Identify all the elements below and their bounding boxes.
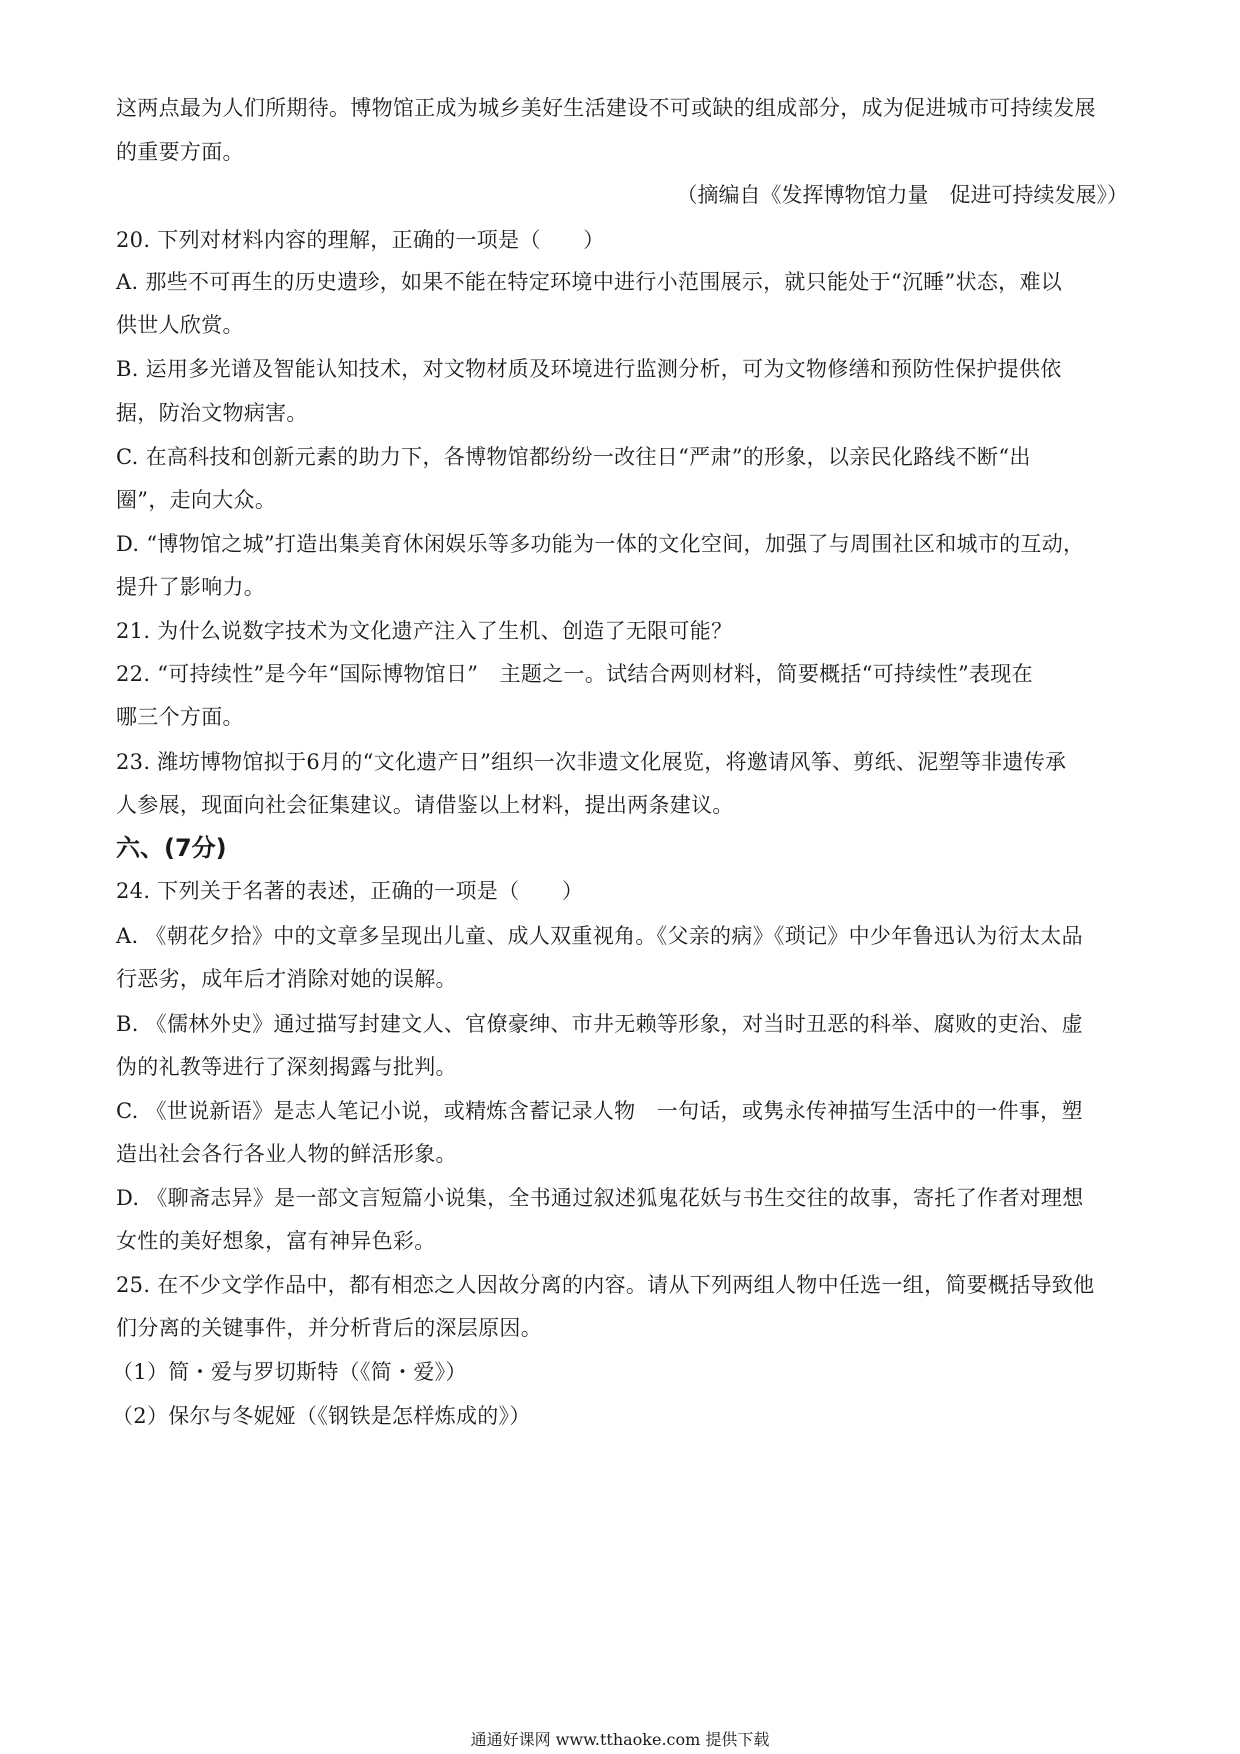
question-25-cont: 们分离的关键事件，并分析背后的深层原因。 <box>116 1316 542 1340</box>
question-21: 21. 为什么说数字技术为文化遗产注入了生机、创造了无限可能？ <box>116 619 733 643</box>
question-20-option-d-cont: 提升了影响力。 <box>116 575 266 599</box>
question-23-cont: 人参展，现面向社会征集建议。请借鉴以上材料，提出两条建议。 <box>116 793 734 817</box>
question-24-option-d: D. 《聊斋志异》是一部文言短篇小说集，全书通过叙述狐鬼花妖与书生交往的故事，寄托了作者对理想 <box>116 1186 1084 1210</box>
question-23: 23. 潍坊博物馆拟于6月的“文化遗产日”组织一次非遗文化展览，将邀请风筝、剪纸、泥塑等非遗传承 <box>116 750 1067 774</box>
question-24-option-c-cont: 造出社会各行各业人物的鲜活形象。 <box>116 1142 457 1166</box>
question-20-option-a: A. 那些不可再生的历史遗珍，如果不能在特定环境中进行小范围展示，就只能处于“沉睡”状态，难以 <box>116 270 1063 294</box>
question-24-option-a-cont: 行恶劣，成年后才消除对她的误解。 <box>116 967 457 991</box>
question-22: 22. “可持续性”是今年“国际博物馆日” 主题之一。试结合两则材料，简要概括“可持续性”表现在 <box>116 662 1033 686</box>
passage-line: 的重要方面。 <box>116 140 244 164</box>
question-24-option-b: B. 《儒林外史》通过描写封建文人、官僚豪绅、市井无赖等形象，对当时丑恶的科举、腐败的吏治、虚 <box>116 1012 1083 1036</box>
question-20-option-c: C. 在高科技和创新元素的助力下，各博物馆都纷纷一改往日“严肃”的形象，以亲民化路线不断“出 <box>116 445 1031 469</box>
question-24-option-d-cont: 女性的美好想象，富有神异色彩。 <box>116 1229 436 1253</box>
question-24-option-a: A. 《朝花夕拾》中的文章多呈现出儿童、成人双重视角。《父亲的病》《琐记》中少年鲁迅认为衍太太品 <box>116 924 1083 948</box>
section-heading: 六、(7分) <box>116 834 227 862</box>
question-20-option-b-cont: 据，防治文物病害。 <box>116 401 308 425</box>
question-24-stem: 24. 下列关于名著的表述，正确的一项是（ ） <box>116 879 584 903</box>
question-20-option-c-cont: 圈”，走向大众。 <box>116 488 277 512</box>
question-20-option-a-cont: 供世人欣赏。 <box>116 313 244 337</box>
question-25: 25. 在不少文学作品中，都有相恋之人因故分离的内容。请从下列两组人物中任选一组，简要概括导致他 <box>116 1273 1095 1297</box>
question-20-stem: 20. 下列对材料内容的理解，正确的一项是（ ） <box>116 228 605 252</box>
question-22-cont: 哪三个方面。 <box>116 705 244 729</box>
passage-line: 这两点最为人们所期待。博物馆正成为城乡美好生活建设不可或缺的组成部分，成为促进城市可持续发展 <box>116 96 1096 120</box>
question-24-option-b-cont: 伪的礼教等进行了深刻揭露与批判。 <box>116 1055 457 1079</box>
question-25-choice-1: （1）简・爱与罗切斯特（《简・爱》） <box>112 1360 467 1384</box>
question-25-choice-2: （2）保尔与冬妮娅（《钢铁是怎样炼成的》） <box>112 1404 531 1428</box>
question-24-option-c: C. 《世说新语》是志人笔记小说，或精炼含蓄记录人物 一句话，或隽永传神描写生活中的一件事，塑 <box>116 1099 1083 1123</box>
question-20-option-d: D. “博物馆之城”打造出集美育休闲娱乐等多功能为一体的文化空间，加强了与周围社区和城市的互动， <box>116 532 1085 556</box>
passage-source: （摘编自《发挥博物馆力量 促进可持续发展》） <box>676 183 1128 207</box>
footer-watermark: 通通好课网 www.tthaoke.com 提供下载 <box>470 1730 770 1749</box>
question-20-option-b: B. 运用多光谱及智能认知技术，对文物材质及环境进行监测分析，可为文物修缮和预防性保护提供依 <box>116 357 1062 381</box>
